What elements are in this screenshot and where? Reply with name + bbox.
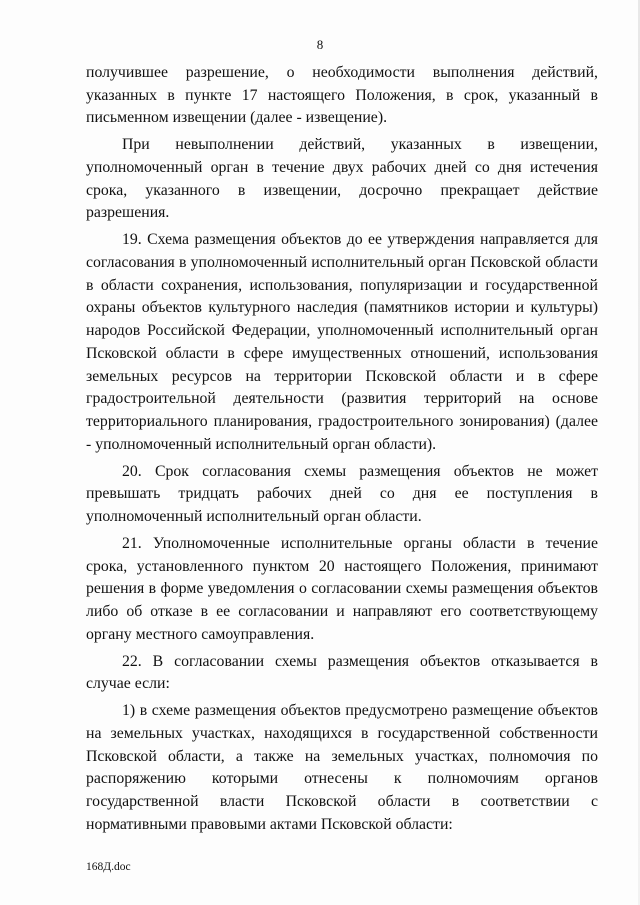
- file-name-footer: 168Д.doc: [86, 861, 131, 873]
- paragraph: 21. Уполномоченные исполнительные органы области в течение срока, установленного пунктом 20 настоящего Положения, принимают решения в форме уведомления о согласовании схемы размещения объектов либо об отказе в ее согласовании и направляют его соответствующему органу местного самоуправления.: [86, 534, 598, 643]
- paragraph: 1) в схеме размещения объектов предусмотрено размещение объектов на земельных участках, находящихся в государственной собственности Псковской области, а также на земельных участках, полномочия по распоряжению которыми отнесены к полномочиям органов государственной власти Псковской области в соответствии с нормативными правовыми актами Псковской области:: [86, 702, 598, 833]
- paragraph: 22. В согласовании схемы размещения объектов отказывается в случае если:: [86, 652, 598, 693]
- document-body: [86, 62, 598, 841]
- paragraph: При невыполнении действий, указанных в извещении, уполномоченный орган в течение двух рабочих дней со дня истечения срока, указанного в извещении, досрочно прекращает действие разрешения.: [86, 136, 598, 222]
- paragraph: получившее разрешение, о необходимости выполнения действий, указанных в пункте 17 настоящего Положения, в срок, указанный в письменном извещении (далее - извещение).: [86, 64, 598, 127]
- paragraph: 20. Срок согласования схемы размещения объектов не может превышать тридцать рабочих дней со дня ее поступления в уполномоченный исполнительный орган области.: [86, 462, 598, 525]
- page-number: 8: [316, 37, 324, 52]
- paragraph: 19. Схема размещения объектов до ее утверждения направляется для согласования в уполномоченный исполнительный орган Псковской области в области сохранения, использования, популяризации и государственной охраны объектов культурного наследия (памятников истории и культуры) народов Российской Федерации, уполномоченный исполнительный орган Псковской области в сфере имущественных отношений, использования земельных ресурсов на территории Псковской области и в сфере градостроительной деятельности (развития территорий на основе территориального планирования, градостроительного зонирования) (далее - уполномоченный исполнительный орган области).: [86, 231, 598, 453]
